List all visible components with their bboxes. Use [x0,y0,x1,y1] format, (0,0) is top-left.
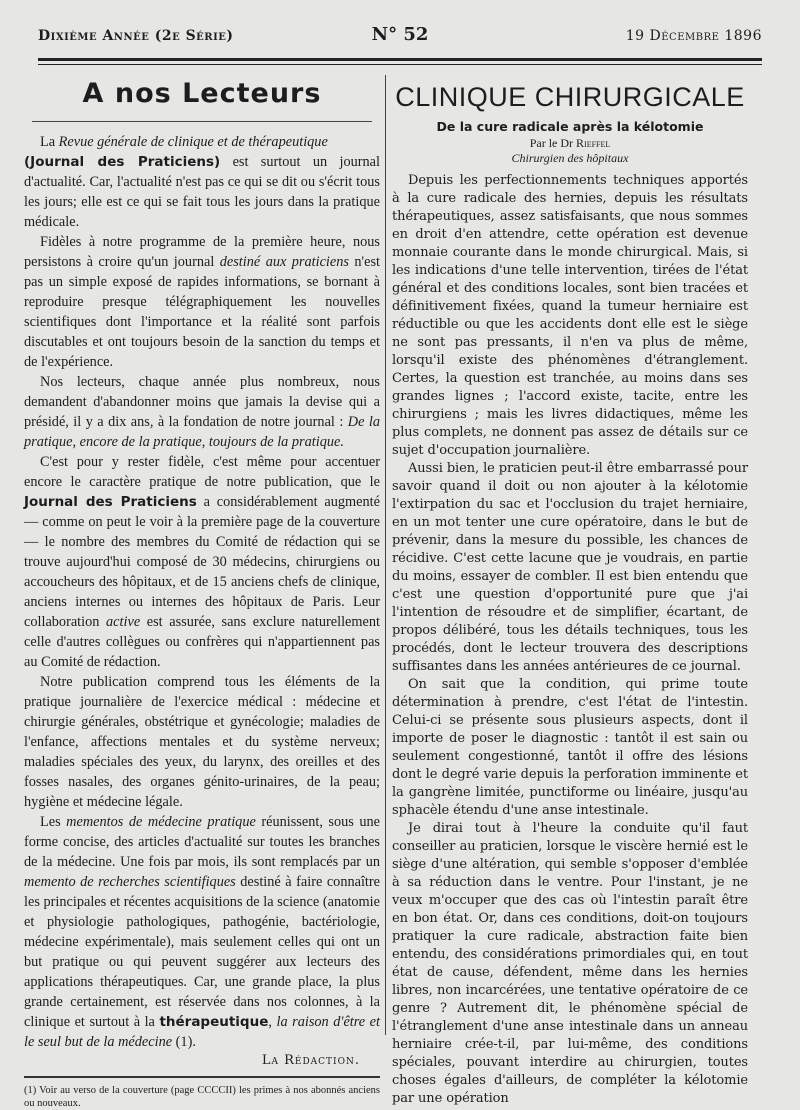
article-title-lecteurs: A nos Lecteurs [82,78,322,109]
column-divider [385,75,386,1035]
paragraph: La Revue générale de clinique et de thérapeutique (Journal des Praticiens) est surtout un journal d'actualité. Car, l'actualité n'est pas ce qui se dit ou s'écrit tous les jours; elle est ce qui se fait tous les jours dans la pratique médicale. [24,134,381,230]
header-issue-number: N° 52 [371,24,429,45]
paragraph: Notre publication comprend tous les éléments de la pratique journalière de l'exercice médical : médecine et chirurgie générales, obstétrique et gynécologie; maladies de l'enfance, affections mentales et du système nerveux; maladies spéciales des yeux, du larynx, des oreilles et des fosses nasales, des organes génito-urinaires, de la peau; hygiène et médecine légale. [24,674,380,810]
header-rule-thin [38,64,762,65]
author-role: Chirurgien des hôpitaux [511,151,629,165]
author-line: Par le Dr Rieffel [529,136,611,150]
header-rule [38,58,762,61]
paragraph: Nos lecteurs, chaque année plus nombreux, nous demandent d'abandonner moins que jamais la devise qui a présidé, il y a dix ans, à la fondation de notre journal : De la pratique, encore de la pratique, toujours de la pratique. [24,374,380,450]
section-title: CLINIQUE CHIRURGICALE [395,82,745,112]
paragraph: C'est pour y rester fidèle, c'est même pour accentuer encore le caractère pratique de notre publication, que le Journal des Praticiens a considérablement augmenté — comme on peut le voir à la première page de la couverture — le nombre des membres du Comité de rédaction qui se trouve aujourd'hui composé de 30 médecins, chirurgiens ou accoucheurs des hôpitaux, et de 15 anciens chefs de clinique, anciens internes ou internes des hôpitaux de Paris. Leur collaboration active est assurée, sans exclure naturellement celle d'autres collègues ou confrères qui n'appartiennent pas au Comité de rédaction. [24,454,380,670]
footnote: (1) Voir au verso de la couverture (page CCCCII) les primes à nos abonnés anciens ou nouveaux. [24,1085,380,1109]
paragraph: Les mementos de médecine pratique réunissent, sous une forme concise, des articles d'actualité sur toutes les branches de la médecine. Une fois par mois, ils sont remplacés par un memento de recherches scientifiques destiné à faire connaître les principales et récentes acquisitions de la science (anatomie et physiologie pathologiques, pathogénie, bactériologie, médecine expérimentale), mais seulement celles qui ont un but pratique ou qui peuvent suggérer aux lecteurs des applications thérapeutiques. Car, une grande place, la plus grande certainement, est réservée dans nos colonnes, à la clinique et surtout à la thérapeutique, la raison d'être et le seul but de la médecine (1). [24,814,381,1050]
paragraph: Fidèles à notre programme de la première heure, nous persistons à croire qu'un journal destiné aux praticiens n'est pas un simple exposé de rapides informations, se bornant à reproduire presque télégraphiquement les nouvelles scientifiques dont l'importance et la réalité sont parfois discutables et ont toujours besoin de la sanction du temps et de l'expérience. [24,234,381,370]
paragraph: Aussi bien, le praticien peut-il être embarrassé pour savoir quand il doit ou non ajouter à la kélotomie l'extirpation du sac et l'occlusion du trajet herniaire, en un mot tenter une cure opératoire, dans le but de prévenir, dans la mesure du possible, les chances de récidive. C'est cette lacune que je voudrais, en partie du moins, essayer de combler. Il est bien entendu que c'est une question d'opportunité pure que j'ai l'intention de résoudre et de simplifier, écartant, de propos délibéré, tous les détails techniques, tous les procédés, dont le lecteur trouvera des descriptions suffisantes dans les années antérieures de ce journal. [392,461,748,674]
paragraph: On sait que la condition, qui prime toute détermination à prendre, c'est l'état de l'intestin. Celui-ci se présente sous plusieurs aspects, dont il importe de poser le diagnostic : tantôt il est sain ou seulement congestionné, tantôt il offre des lésions dont le degré varie depuis la perforation imminente et la gangrène limitée, punctiforme ou linéaire, jusqu'au sphacèle étendu d'une anse intestinale. [392,677,748,818]
right-column [392,72,748,1108]
paragraph: Depuis les perfectionnements techniques apportés à la cure radicale des hernies, depuis les résultats thérapeutiques, assez satisfaisants, que nous sommes en droit d'en attendre, cette opération est devenue monnaie courante dans le monde chirurgical. Mais, si les indications d'une telle intervention, tirées de l'état général et des conditions locales, sont bien tracées et définitivement fixées, quand la tumeur herniaire est réductible ou que les accidents dont elle est le siège ne sont pas pressants, il n'en va plus de même, lorsqu'il existe des phénomènes d'étranglement. Certes, la question est tranchée, au moins dans ses grandes lignes ; l'accord existe, tacite, entre les chirurgiens ; mais les livres didactiques, même les plus complets, ne donnent pas assez de détails sur ce sujet d'occupation journalière. [392,173,748,458]
article-subtitle: De la cure radicale après la kélotomie [436,119,704,134]
header-volume: Dixième Année (2e Série) [38,28,234,44]
page-header [38,22,762,50]
title-rule [32,121,372,122]
left-column [24,72,380,1110]
signature: La Rédaction. [261,1053,360,1068]
paragraph: Je dirai tout à l'heure la conduite qu'il faut conseiller au praticien, lorsque le viscère hernié est le siège d'une altération, qui semble s'opposer d'emblée à sa réduction dans le ventre. Pour l'instant, je ne veux m'occuper que des cas où l'intestin paraît être en bon état. Or, dans ces conditions, doit-on toujours pratiquer la cure radicale, abstraction faite bien entendu, des considérations primordiales qui, en tout état de cause, défendent, même dans les hernies libres, non incarcérées, une tentative opératoire de ce genre ? Autrement dit, le phénomène spécial de l'étranglement d'une anse intestinale dans un anneau herniaire crée-t-il, par lui-même, des conditions spéciales, pouvant interdire au chirurgien, toutes choses égales d'ailleurs, de compléter la kélotomie par une opération [392,821,748,1106]
header-date: 19 Décembre 1896 [625,28,762,44]
footnote-rule [24,1076,380,1078]
